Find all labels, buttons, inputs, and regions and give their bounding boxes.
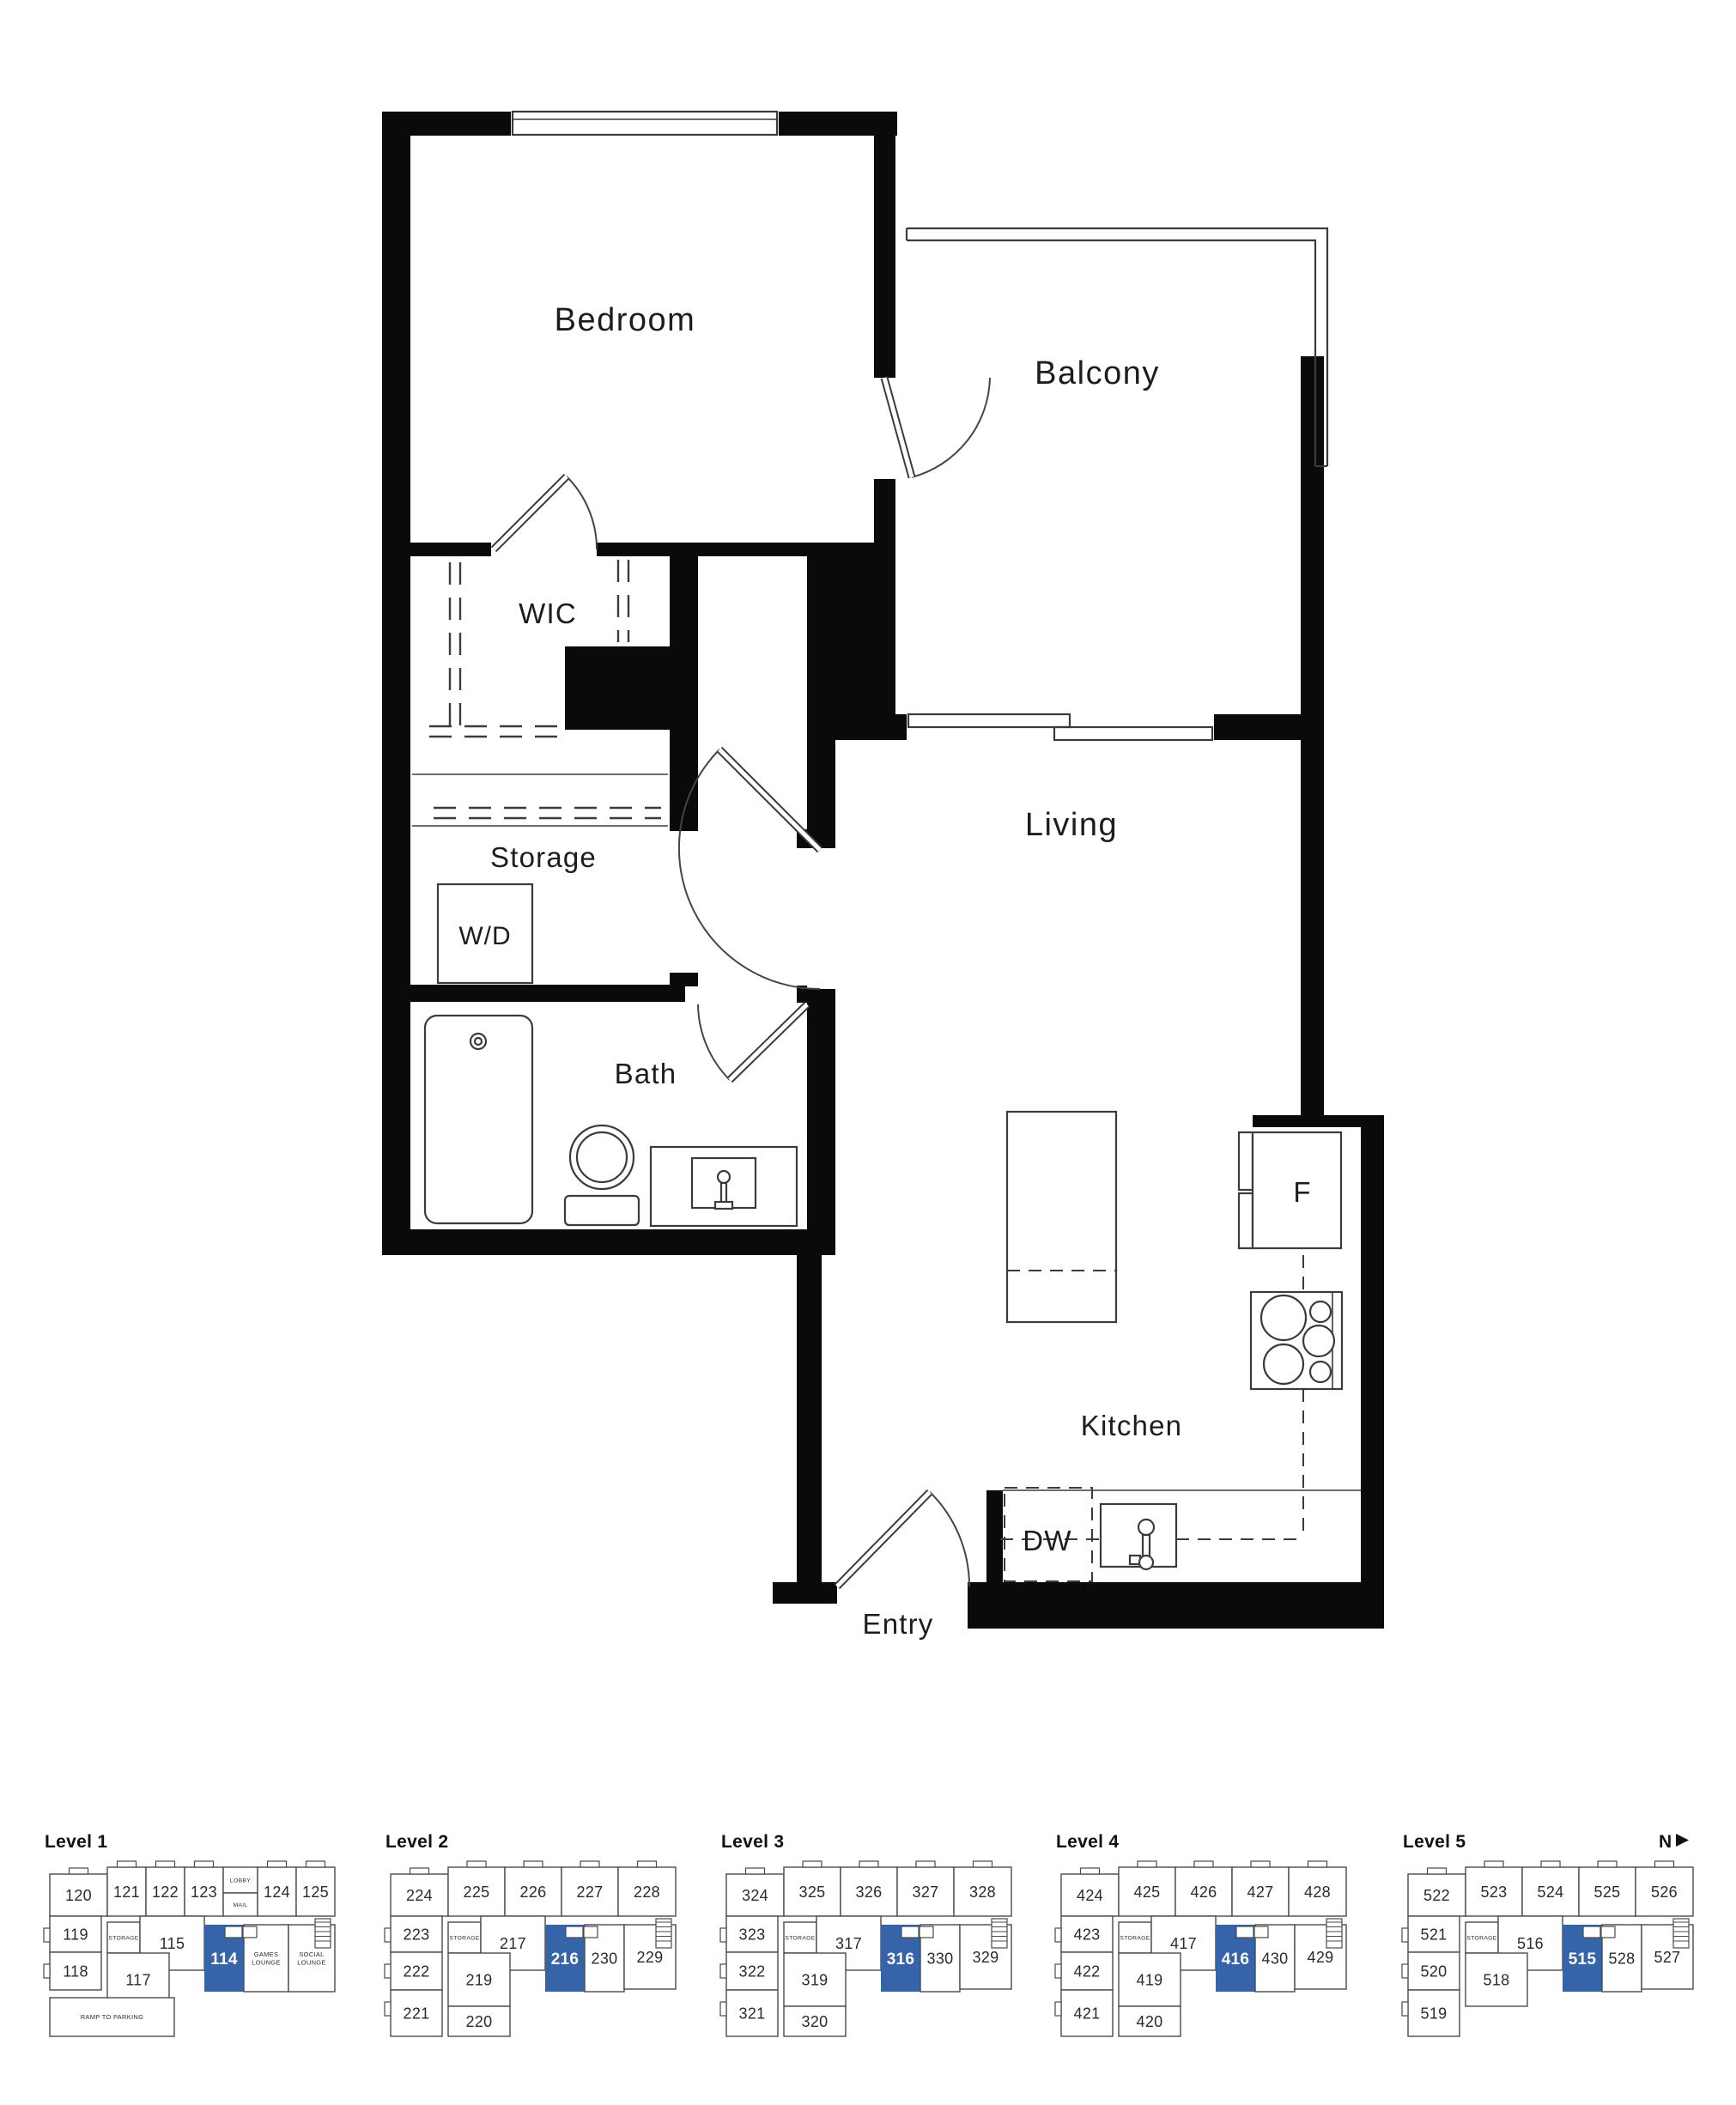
keyplan-unit-526 bbox=[1636, 1861, 1693, 1916]
window-tab bbox=[916, 1861, 935, 1867]
keyplan-unit-label: 227 bbox=[576, 1883, 604, 1901]
keyplan-unit-319 bbox=[784, 1953, 846, 2006]
keyplan-level-5 bbox=[1402, 1832, 1693, 2036]
keyplan-level-1 bbox=[44, 1832, 335, 2036]
keyplan-unit-label: 322 bbox=[738, 1962, 766, 1981]
keyplan-unit-label: 223 bbox=[403, 1926, 430, 1944]
keyplan-unit-label: 423 bbox=[1073, 1926, 1101, 1944]
window-tab bbox=[803, 1861, 822, 1867]
keyplan-unit-122 bbox=[146, 1861, 185, 1916]
keyplan-unit-522 bbox=[1408, 1868, 1466, 1916]
north-arrow-icon bbox=[1676, 1834, 1689, 1847]
level-keyplans bbox=[44, 1832, 1693, 2036]
keyplan-unit-421 bbox=[1055, 1990, 1113, 2036]
keyplan-unit-518 bbox=[1466, 1953, 1527, 2006]
keyplan-unit-426 bbox=[1175, 1861, 1232, 1916]
window-tab bbox=[974, 1861, 992, 1867]
keyplan-unit-label: 320 bbox=[801, 2012, 829, 2030]
window-tab bbox=[1308, 1861, 1327, 1867]
window-tab bbox=[1194, 1861, 1213, 1867]
keyplan-unit-label: STORAGE bbox=[1120, 1935, 1150, 1942]
keyplan-unit-label: 125 bbox=[302, 1883, 329, 1901]
keyplan-unit-label: 429 bbox=[1307, 1948, 1334, 1966]
keyplan-unit-label: 121 bbox=[113, 1883, 140, 1901]
wd-label: W/D bbox=[458, 922, 512, 950]
entry-label: Entry bbox=[862, 1608, 934, 1640]
window-tab bbox=[467, 1861, 486, 1867]
keyplan-unit-label: 117 bbox=[125, 1971, 151, 1989]
keyplan-unit-label: 122 bbox=[152, 1883, 179, 1901]
keyplan-unit-label: 216 bbox=[550, 1950, 580, 1969]
window-tab bbox=[746, 1868, 765, 1874]
keyplan-unit-425 bbox=[1119, 1861, 1175, 1916]
entry-door bbox=[837, 1492, 969, 1586]
level-title: Level 2 bbox=[385, 1832, 449, 1852]
fridge-label: F bbox=[1293, 1176, 1312, 1208]
keyplan-unit-label: 325 bbox=[798, 1883, 826, 1901]
window-tab bbox=[524, 1861, 543, 1867]
keyplan-level-2 bbox=[385, 1832, 676, 2036]
window-tab bbox=[1251, 1861, 1270, 1867]
keyplan-unit-124 bbox=[258, 1861, 296, 1916]
keyplan-unit-label: 522 bbox=[1423, 1886, 1450, 1904]
keyplan-unit-label: 220 bbox=[465, 2012, 493, 2030]
window-tab bbox=[1402, 1928, 1408, 1942]
window-tab bbox=[156, 1861, 175, 1867]
keyplan-unit-lobby bbox=[223, 1867, 258, 1893]
keyplan-unit-525 bbox=[1579, 1861, 1636, 1916]
window-tab bbox=[1402, 2002, 1408, 2016]
keyplan-unit-label: 123 bbox=[191, 1883, 217, 1901]
keyplan-unit-label: 316 bbox=[886, 1950, 915, 1969]
window-tab bbox=[720, 2002, 726, 2016]
keyplan-unit-118 bbox=[44, 1952, 101, 1990]
corridor-pod bbox=[1583, 1926, 1600, 1938]
keyplan-unit-323 bbox=[720, 1916, 778, 1952]
keyplan-unit-label: 519 bbox=[1420, 2005, 1448, 2023]
keyplan-unit-label: 428 bbox=[1304, 1883, 1331, 1901]
bath-door bbox=[698, 1004, 807, 1080]
corridor-pod bbox=[243, 1926, 257, 1938]
stairs-icon bbox=[1326, 1919, 1342, 1948]
keyplan-unit-328 bbox=[954, 1861, 1011, 1916]
keyplan-unit-label: STORAGE bbox=[108, 1935, 139, 1942]
window-tab bbox=[1541, 1861, 1560, 1867]
window-tab bbox=[1598, 1861, 1617, 1867]
keyplan-unit-label: LOBBY bbox=[229, 1878, 252, 1884]
keyplan-unit-label: 425 bbox=[1133, 1883, 1161, 1901]
window-tab bbox=[1484, 1861, 1503, 1867]
keyplan-unit-storage bbox=[784, 1922, 816, 1953]
window-tab bbox=[720, 1964, 726, 1978]
keyplan-unit-label: 421 bbox=[1073, 2005, 1101, 2023]
window-tab bbox=[580, 1861, 599, 1867]
window-tab bbox=[385, 1964, 391, 1978]
keyplan-unit-424 bbox=[1061, 1868, 1119, 1916]
keyplan-unit-label: 518 bbox=[1483, 1971, 1510, 1989]
bath-label: Bath bbox=[614, 1058, 677, 1089]
storage-shelf-lines bbox=[412, 774, 668, 826]
keyplan-unit-label: 528 bbox=[1608, 1950, 1636, 1968]
keyplan-unit-label: 327 bbox=[912, 1883, 939, 1901]
window-tab bbox=[1655, 1861, 1674, 1867]
keyplan-unit-label: 228 bbox=[634, 1883, 660, 1901]
window-tab bbox=[1138, 1861, 1156, 1867]
keyplan-unit-label: 526 bbox=[1651, 1883, 1678, 1901]
keyplan-unit-label: 524 bbox=[1537, 1883, 1564, 1901]
level-title: Level 4 bbox=[1056, 1832, 1120, 1852]
window-tab bbox=[385, 1928, 391, 1942]
keyplan-unit-422 bbox=[1055, 1952, 1113, 1990]
keyplan-unit-label: 114 bbox=[210, 1950, 238, 1969]
keyplan-unit-label: 319 bbox=[801, 1971, 829, 1989]
keyplan-unit-label: STORAGE bbox=[785, 1935, 816, 1942]
window-tab bbox=[195, 1861, 214, 1867]
keyplan-unit-label: SOCIAL LOUNGE bbox=[297, 1950, 326, 1967]
keyplan-unit-label: 520 bbox=[1420, 1962, 1448, 1981]
keyplan-unit-220 bbox=[448, 2006, 510, 2036]
keyplan-unit-label: 427 bbox=[1247, 1883, 1274, 1901]
keyplan-unit-label: 229 bbox=[636, 1948, 664, 1966]
keyplan-unit-120 bbox=[50, 1868, 107, 1916]
keyplan-unit-label: 230 bbox=[591, 1950, 618, 1968]
keyplan-unit-label: 324 bbox=[742, 1886, 768, 1904]
keyplan-unit-222 bbox=[385, 1952, 442, 1990]
keyplan-unit-428 bbox=[1289, 1861, 1346, 1916]
keyplan-unit-label: 420 bbox=[1136, 2012, 1163, 2030]
keyplan-unit-423 bbox=[1055, 1916, 1113, 1952]
keyplan-unit-121 bbox=[107, 1861, 146, 1916]
stairs-icon bbox=[992, 1919, 1007, 1948]
keyplan-unit-label: 424 bbox=[1077, 1886, 1103, 1904]
corridor-pod bbox=[566, 1926, 583, 1938]
keyplan-unit-label: 317 bbox=[835, 1934, 862, 1952]
toilet bbox=[565, 1125, 639, 1225]
living-label: Living bbox=[1024, 807, 1119, 843]
window-tab bbox=[1428, 1868, 1447, 1874]
balcony-door bbox=[884, 378, 990, 477]
bedroom-window bbox=[511, 108, 779, 139]
dw-label: DW bbox=[1023, 1525, 1072, 1556]
window-tab bbox=[307, 1861, 325, 1867]
keyplan-unit-223 bbox=[385, 1916, 442, 1952]
corridor-pod bbox=[1254, 1926, 1268, 1938]
keyplan-unit-427 bbox=[1232, 1861, 1289, 1916]
keyplan-unit-ramp-to-parking bbox=[50, 1998, 174, 2036]
keyplan-unit-storage bbox=[448, 1922, 481, 1953]
window-tab bbox=[118, 1861, 137, 1867]
keyplan-unit-123 bbox=[185, 1861, 223, 1916]
window-tab bbox=[268, 1861, 287, 1867]
keyplan-unit-label: 217 bbox=[500, 1934, 526, 1952]
corridor-pod bbox=[1236, 1926, 1253, 1938]
keyplan-unit-label: 120 bbox=[65, 1886, 92, 1904]
keyplan-unit-420 bbox=[1119, 2006, 1181, 2036]
keyplan-unit-228 bbox=[618, 1861, 676, 1916]
window-tab bbox=[1055, 1928, 1061, 1942]
keyplan-unit-label: 115 bbox=[159, 1934, 185, 1952]
wic-label: WIC bbox=[519, 598, 577, 629]
keyplan-unit-519 bbox=[1402, 1990, 1460, 2036]
keyplan-unit-219 bbox=[448, 1953, 510, 2006]
keyplan-unit-label: 321 bbox=[738, 2005, 766, 2023]
corridor-pod bbox=[920, 1926, 933, 1938]
keyplan-unit-label: 516 bbox=[1517, 1934, 1544, 1952]
keyplan-unit-125 bbox=[296, 1861, 335, 1916]
keyplan-unit-label: 118 bbox=[63, 1962, 88, 1981]
keyplan-unit-227 bbox=[561, 1861, 618, 1916]
window-tab bbox=[638, 1861, 657, 1867]
keyplan-unit-label: 323 bbox=[738, 1926, 766, 1944]
keyplan-unit-label: 525 bbox=[1593, 1883, 1621, 1901]
bath-vanity-sink bbox=[651, 1147, 797, 1226]
keyplan-unit-524 bbox=[1522, 1861, 1579, 1916]
keyplan-unit-label: 221 bbox=[403, 2005, 430, 2023]
keyplan-unit-label: 326 bbox=[855, 1883, 883, 1901]
keyplan-level-3 bbox=[720, 1832, 1011, 2036]
north-label: N bbox=[1659, 1832, 1672, 1852]
window-tab bbox=[385, 2002, 391, 2016]
window-tab bbox=[410, 1868, 429, 1874]
wic-door bbox=[494, 476, 597, 549]
keyplan-unit-320 bbox=[784, 2006, 846, 2036]
keyplan-unit-520 bbox=[1402, 1952, 1460, 1990]
keyplan-unit-label: STORAGE bbox=[449, 1935, 480, 1942]
stove-cooktop bbox=[1251, 1292, 1342, 1389]
window-tab bbox=[44, 1964, 50, 1978]
keyplan-unit-label: 119 bbox=[63, 1926, 88, 1944]
stairs-icon bbox=[656, 1919, 671, 1948]
corridor-pod bbox=[584, 1926, 598, 1938]
keyplan-unit-419 bbox=[1119, 1953, 1181, 2006]
level-title: Level 1 bbox=[45, 1832, 108, 1852]
keyplan-unit-224 bbox=[391, 1868, 448, 1916]
keyplan-unit-326 bbox=[841, 1861, 897, 1916]
keyplan-unit-221 bbox=[385, 1990, 442, 2036]
keyplan-unit-label: 521 bbox=[1420, 1926, 1448, 1944]
keyplan-unit-521 bbox=[1402, 1916, 1460, 1952]
keyplan-unit-label: 523 bbox=[1480, 1883, 1508, 1901]
corridor-pod bbox=[901, 1926, 919, 1938]
stairs-icon bbox=[315, 1919, 331, 1948]
window-tab bbox=[44, 1928, 50, 1942]
corridor-pod bbox=[225, 1926, 242, 1938]
keyplan-unit-label: GAMES LOUNGE bbox=[252, 1950, 281, 1967]
keyplan-unit-storage bbox=[1466, 1922, 1498, 1953]
keyplan-unit-label: 417 bbox=[1170, 1934, 1197, 1952]
keyplan-unit-226 bbox=[505, 1861, 561, 1916]
keyplan-level-4 bbox=[1055, 1832, 1346, 2036]
kitchen-island bbox=[1007, 1112, 1116, 1322]
window-tab bbox=[1055, 2002, 1061, 2016]
keyplan-unit-label: STORAGE bbox=[1466, 1935, 1497, 1942]
keyplan-unit-label: RAMP TO PARKING bbox=[80, 2013, 144, 2022]
keyplan-unit-label: MAIL bbox=[233, 1902, 248, 1908]
window-tab bbox=[70, 1868, 88, 1874]
keyplan-unit-321 bbox=[720, 1990, 778, 2036]
keyplan-unit-523 bbox=[1466, 1861, 1522, 1916]
keyplan-unit-322 bbox=[720, 1952, 778, 1990]
balcony-railing bbox=[907, 228, 1327, 466]
stairs-icon bbox=[1673, 1919, 1689, 1948]
balcony-sliding-door bbox=[907, 711, 1214, 743]
keyplan-unit-325 bbox=[784, 1861, 841, 1916]
bedroom-label: Bedroom bbox=[554, 302, 696, 338]
keyplan-unit-label: 219 bbox=[465, 1971, 493, 1989]
keyplan-unit-storage bbox=[1119, 1922, 1151, 1953]
window-tab bbox=[1402, 1964, 1408, 1978]
keyplan-unit-label: 416 bbox=[1221, 1950, 1250, 1969]
corridor-pod bbox=[1601, 1926, 1615, 1938]
keyplan-unit-label: 422 bbox=[1073, 1962, 1101, 1981]
window-tab bbox=[1055, 1964, 1061, 1978]
keyplan-unit-label: 328 bbox=[969, 1883, 996, 1901]
keyplan-unit-119 bbox=[44, 1916, 101, 1952]
kitchen-label: Kitchen bbox=[1080, 1410, 1183, 1441]
keyplan-unit-label: 225 bbox=[463, 1883, 490, 1901]
keyplan-unit-label: 426 bbox=[1190, 1883, 1217, 1901]
window-tab bbox=[1081, 1868, 1100, 1874]
window-tab bbox=[859, 1861, 878, 1867]
keyplan-unit-label: 419 bbox=[1136, 1971, 1163, 1989]
level-title: Level 5 bbox=[1403, 1832, 1466, 1852]
keyplan-unit-mail bbox=[223, 1893, 258, 1916]
bathtub bbox=[425, 1016, 532, 1223]
keyplan-unit-324 bbox=[726, 1868, 784, 1916]
keyplan-unit-storage bbox=[107, 1922, 140, 1953]
keyplan-unit-label: 226 bbox=[519, 1883, 547, 1901]
fridge bbox=[1239, 1132, 1341, 1248]
kitchen-sink bbox=[1101, 1504, 1176, 1569]
keyplan-unit-label: 224 bbox=[406, 1886, 433, 1904]
keyplan-unit-label: 527 bbox=[1654, 1948, 1681, 1966]
window-tab bbox=[720, 1928, 726, 1942]
keyplan-unit-label: 329 bbox=[972, 1948, 999, 1966]
storage-label: Storage bbox=[490, 841, 597, 873]
keyplan-unit-label: 515 bbox=[1568, 1950, 1597, 1969]
balcony-label: Balcony bbox=[1035, 355, 1160, 391]
keyplan-unit-225 bbox=[448, 1861, 505, 1916]
level-title: Level 3 bbox=[721, 1832, 785, 1852]
keyplan-unit-327 bbox=[897, 1861, 954, 1916]
keyplan-unit-label: 330 bbox=[926, 1950, 954, 1968]
keyplan-unit-label: 222 bbox=[403, 1962, 430, 1981]
keyplan-unit-label: 124 bbox=[264, 1883, 290, 1901]
hall-door bbox=[679, 749, 820, 989]
keyplan-unit-label: 430 bbox=[1261, 1950, 1289, 1968]
